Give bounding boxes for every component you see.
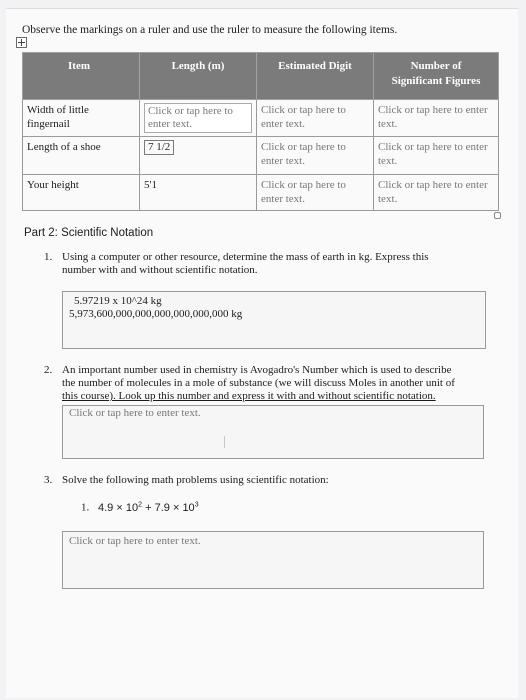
header-significant-figures	[374, 53, 499, 100]
question-2-line1: An important number used in chemistry is Avogadro's Number which is used to describe	[62, 364, 452, 376]
question-2-text	[62, 364, 455, 403]
question-2	[44, 364, 514, 406]
row-item-line2: fingernail	[27, 118, 70, 130]
length-input-cell[interactable]	[140, 175, 257, 211]
math-problem-1-number: 1.	[81, 501, 90, 514]
estimated-input-cell[interactable]	[257, 175, 374, 211]
page-top-border	[6, 8, 518, 9]
row-item-cell	[23, 175, 140, 211]
question-1-answer-field[interactable]	[62, 291, 486, 349]
header-sigfigs-line1: Number of	[410, 60, 462, 72]
sigfigs-input-cell[interactable]	[374, 175, 499, 211]
question-1-answer-line2: 5,973,600,000,000,000,000,000,000 kg	[69, 308, 243, 320]
length-input[interactable]: 7 1/2	[144, 140, 174, 155]
sigfigs-input-cell[interactable]	[374, 100, 499, 137]
times-symbol: ×	[172, 501, 180, 514]
row-item-label: Your height	[27, 179, 79, 191]
math-problem-1-placeholder: Click or tap here to enter text.	[69, 535, 201, 547]
instructions-text: Observe the markings on a ruler and use the ruler to measure the following items.	[22, 24, 398, 36]
question-1-number: 1.	[44, 251, 53, 263]
estimated-input-cell[interactable]	[257, 137, 374, 175]
question-1-line1: Using a computer or other resource, determine the mass of earth in kg. Express this	[62, 251, 429, 263]
question-3-number: 3.	[44, 474, 53, 486]
base-1: 10	[125, 501, 139, 514]
header-item: Item	[23, 53, 140, 100]
table-header-row	[23, 53, 499, 100]
plus-symbol: +	[145, 501, 152, 514]
sigfigs-input[interactable]: Click or tap here to enter text.	[378, 141, 488, 167]
question-2-line2: the number of molecules in a mole of substance (we will discuss Moles in another unit of	[62, 377, 455, 389]
question-2-number: 2.	[44, 364, 53, 376]
math-problem-1-answer-field[interactable]	[62, 531, 484, 589]
expr-b: 7.9	[154, 501, 170, 514]
text-cursor	[224, 436, 225, 448]
base-2: 10	[182, 501, 195, 514]
length-input-cell[interactable]	[140, 100, 257, 137]
sigfigs-input-cell[interactable]	[374, 137, 499, 175]
table-row	[23, 137, 499, 175]
row-item-label: Length of a shoe	[27, 141, 101, 153]
table-row	[23, 100, 499, 137]
table-resize-handle-icon[interactable]	[494, 212, 501, 219]
length-input[interactable]: Click or tap here to enter text.	[144, 103, 252, 133]
question-1	[44, 251, 504, 281]
question-2-placeholder: Click or tap here to enter text.	[69, 407, 201, 419]
document-page	[6, 8, 518, 698]
question-2-line3: this course). Look up this number and express it with and without scientific notation.	[62, 390, 436, 402]
header-sigfigs-line2: Significant Figures	[391, 75, 481, 87]
header-length: Length (m)	[140, 53, 257, 100]
math-problem-expression	[98, 502, 199, 514]
question-1-line2: number with and without scientific notation.	[62, 264, 258, 276]
math-problem-1	[81, 501, 199, 514]
row-item-cell	[23, 137, 140, 175]
table-row	[23, 175, 499, 211]
sigfigs-input[interactable]: Click or tap here to enter text.	[378, 179, 488, 205]
part2-heading: Part 2: Scientific Notation	[24, 227, 154, 239]
question-3	[44, 474, 484, 488]
row-item-cell	[23, 100, 140, 137]
exponent-1: 2	[138, 501, 143, 508]
length-input-cell[interactable]	[140, 137, 257, 175]
question-3-line1: Solve the following math problems using scientific notation:	[62, 474, 329, 486]
estimated-input[interactable]: Click or tap here to enter text.	[261, 141, 346, 167]
expr-a: 4.9	[98, 501, 114, 514]
question-2-answer-field[interactable]	[62, 405, 484, 459]
times-symbol: ×	[116, 501, 123, 514]
header-estimated-digit: Estimated Digit	[257, 53, 374, 100]
table-move-handle-icon[interactable]	[16, 37, 27, 48]
question-1-text	[62, 251, 429, 277]
estimated-input-cell[interactable]	[257, 100, 374, 137]
sigfigs-input[interactable]: Click or tap here to enter text.	[378, 104, 488, 130]
question-1-answer-line1: 5.97219 x 10^24 kg	[74, 295, 162, 307]
estimated-input[interactable]: Click or tap here to enter text.	[261, 104, 346, 130]
length-input[interactable]: 5'1	[144, 179, 157, 191]
estimated-input[interactable]: Click or tap here to enter text.	[261, 179, 346, 205]
measurement-table	[22, 52, 499, 211]
row-item-line1: Width of little	[27, 104, 89, 116]
exponent-2: 3	[194, 501, 199, 508]
